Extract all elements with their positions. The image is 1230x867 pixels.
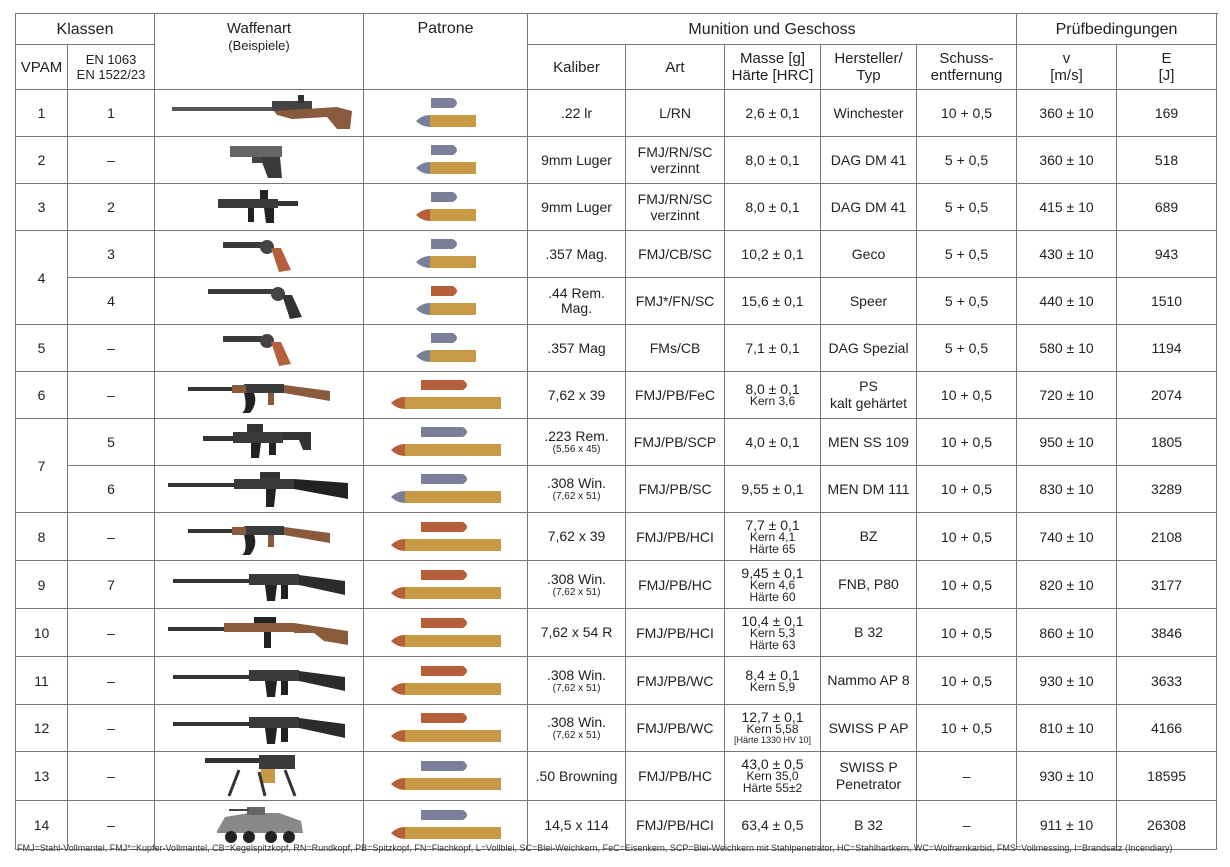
table-row [16, 325, 1217, 372]
cartridge-image [364, 657, 528, 705]
cell-art [626, 137, 725, 184]
cartridge-image [364, 466, 528, 513]
cell-art [626, 90, 725, 137]
art-text: FMJ/CB/SC [638, 246, 712, 262]
cell-vpam: 12 [16, 705, 68, 752]
weapon-image [155, 752, 364, 801]
cell-kaliber: .44 Rem. Mag. [528, 278, 626, 325]
cell-hersteller: DAG Spezial [821, 325, 917, 372]
cell-masse: 8,0 ± 0,1 [725, 184, 821, 231]
art-text: FMJ/PB/WC [636, 720, 714, 736]
cell-en: – [68, 705, 155, 752]
cell-art [626, 609, 725, 657]
cell-hersteller: MEN SS 109 [821, 419, 917, 466]
art-text: FMs/CB [649, 340, 701, 356]
table-row [16, 466, 1217, 513]
cell-e: 4166 [1117, 705, 1217, 752]
cartridge-image [364, 705, 528, 752]
cell-kaliber: .223 Rem. (5,56 x 45) [528, 419, 626, 466]
cell-art [626, 184, 725, 231]
cell-v: 740 ± 10 [1017, 513, 1117, 561]
cell-e: 1805 [1117, 419, 1217, 466]
cell-masse: 2,6 ± 0,1 [725, 90, 821, 137]
cell-kaliber: .357 Mag. [528, 231, 626, 278]
cell-schussentfernung: 10 + 0,5 [917, 372, 1017, 419]
table-row [16, 90, 1217, 137]
cell-vpam: 10 [16, 609, 68, 657]
cell-v: 720 ± 10 [1017, 372, 1117, 419]
cell-e: 169 [1117, 90, 1217, 137]
cell-v: 580 ± 10 [1017, 325, 1117, 372]
weapon-image [155, 561, 364, 609]
header-hersteller: Hersteller/ Typ [821, 45, 917, 90]
table-row [16, 278, 1217, 325]
cell-hersteller: Geco [821, 231, 917, 278]
cell-e: 689 [1117, 184, 1217, 231]
cell-schussentfernung: 10 + 0,5 [917, 609, 1017, 657]
cell-vpam: 4 [16, 231, 68, 325]
art-text: FMJ/PB/HCI [636, 817, 714, 833]
cell-schussentfernung: 10 + 0,5 [917, 90, 1017, 137]
table-row [16, 419, 1217, 466]
cell-masse: 4,0 ± 0,1 [725, 419, 821, 466]
cell-en: 4 [68, 278, 155, 325]
table-row [16, 231, 1217, 278]
cell-schussentfernung: 5 + 0,5 [917, 278, 1017, 325]
cell-vpam: 13 [16, 752, 68, 801]
cell-masse: 10,4 ± 0,1 Kern 5,3 Härte 63 [725, 609, 821, 657]
cell-masse: 63,4 ± 0,5 [725, 801, 821, 850]
cell-v: 930 ± 10 [1017, 752, 1117, 801]
cell-en: – [68, 657, 155, 705]
cell-masse: 8,0 ± 0,1 [725, 137, 821, 184]
header-en: EN 1063 EN 1522/23 [68, 45, 155, 90]
cell-schussentfernung: 10 + 0,5 [917, 419, 1017, 466]
cell-e: 3633 [1117, 657, 1217, 705]
cell-kaliber: .308 Win. (7,62 x 51) [528, 657, 626, 705]
header-art: Art [626, 45, 725, 90]
cell-art [626, 513, 725, 561]
cell-vpam: 6 [16, 372, 68, 419]
cell-e: 3289 [1117, 466, 1217, 513]
cell-e: 518 [1117, 137, 1217, 184]
weapon-image [155, 325, 364, 372]
cell-hersteller: Nammo AP 8 [821, 657, 917, 705]
weapon-image [155, 231, 364, 278]
weapon-image [155, 609, 364, 657]
cell-v: 830 ± 10 [1017, 466, 1117, 513]
table-row [16, 372, 1217, 419]
cell-vpam: 7 [16, 419, 68, 513]
table-row [16, 752, 1217, 801]
cell-masse: 8,0 ± 0,1 Kern 3,6 [725, 372, 821, 419]
cell-vpam: 2 [16, 137, 68, 184]
cell-hersteller: SWISS P AP [821, 705, 917, 752]
cell-schussentfernung: 10 + 0,5 [917, 466, 1017, 513]
cell-v: 360 ± 10 [1017, 90, 1117, 137]
cell-kaliber: 7,62 x 54 R [528, 609, 626, 657]
cell-schussentfernung: 5 + 0,5 [917, 137, 1017, 184]
art-text: FMJ/RN/SC verzinnt [637, 191, 713, 223]
cell-vpam: 8 [16, 513, 68, 561]
cell-kaliber: 14,5 x 114 [528, 801, 626, 850]
cell-schussentfernung: 5 + 0,5 [917, 184, 1017, 231]
header-waffenart: Waffenart (Beispiele) [155, 14, 364, 90]
cell-masse: 43,0 ± 0,5 Kern 35,0 Härte 55±2 [725, 752, 821, 801]
cell-e: 3846 [1117, 609, 1217, 657]
table-row [16, 609, 1217, 657]
table-row [16, 705, 1217, 752]
cell-hersteller: Speer [821, 278, 917, 325]
ballistic-class-table [15, 13, 1217, 850]
cell-v: 360 ± 10 [1017, 137, 1117, 184]
cell-kaliber: .308 Win. (7,62 x 51) [528, 561, 626, 609]
cartridge-image [364, 325, 528, 372]
cell-art [626, 325, 725, 372]
cell-hersteller: B 32 [821, 801, 917, 850]
cell-en: 3 [68, 231, 155, 278]
cell-schussentfernung: – [917, 801, 1017, 850]
cell-masse: 10,2 ± 0,1 [725, 231, 821, 278]
art-text: FMJ/PB/HC [638, 576, 712, 593]
cell-hersteller: DAG DM 41 [821, 137, 917, 184]
header-pruefbedingungen: Prüfbedingungen [1017, 14, 1217, 45]
cell-v: 930 ± 10 [1017, 657, 1117, 705]
footnote: FMJ=Stahl-Vollmantel, FMJ*=Kupfer-Vollmantel, CB=Kegelspitzkopf, RN=Rundkopf, PB=Spitzkopf, FN=Flachkopf, L=Vollblei, SC=Blei-Weichkern, FeC=Eisenkern, SCP=Blei-Weichkern mit Stahlpenetrator, HC=Stahlhartkern, WC=Wolframkarbid, FMS=Vollmessing, I=Brandsatz (Incendiary) [17, 843, 1173, 853]
cell-en: 7 [68, 561, 155, 609]
cartridge-image [364, 137, 528, 184]
cell-masse: 7,7 ± 0,1 Kern 4,1 Härte 65 [725, 513, 821, 561]
cell-masse: 9,55 ± 0,1 [725, 466, 821, 513]
cell-e: 2108 [1117, 513, 1217, 561]
weapon-image [155, 90, 364, 137]
cartridge-image [364, 561, 528, 609]
cell-masse: 7,1 ± 0,1 [725, 325, 821, 372]
art-text: FMJ/PB/SC [638, 481, 712, 497]
art-text: FMJ/PB/WC [636, 672, 714, 689]
cell-hersteller: SWISS P Penetrator [821, 752, 917, 801]
cell-kaliber: 9mm Luger [528, 184, 626, 231]
cell-v: 440 ± 10 [1017, 278, 1117, 325]
cell-kaliber: .308 Win. (7,62 x 51) [528, 705, 626, 752]
cartridge-image [364, 184, 528, 231]
cartridge-image [364, 419, 528, 466]
cell-hersteller: MEN DM 111 [821, 466, 917, 513]
cell-en: – [68, 137, 155, 184]
cell-art [626, 231, 725, 278]
cartridge-image [364, 231, 528, 278]
cell-en: – [68, 372, 155, 419]
cell-e: 18595 [1117, 752, 1217, 801]
cell-masse: 15,6 ± 0,1 [725, 278, 821, 325]
cell-schussentfernung: 10 + 0,5 [917, 513, 1017, 561]
cell-en: 2 [68, 184, 155, 231]
table-row [16, 561, 1217, 609]
cartridge-image [364, 372, 528, 419]
table-row [16, 657, 1217, 705]
cell-e: 2074 [1117, 372, 1217, 419]
cell-e: 26308 [1117, 801, 1217, 850]
weapon-image [155, 372, 364, 419]
cell-e: 3177 [1117, 561, 1217, 609]
cell-kaliber: 7,62 x 39 [528, 513, 626, 561]
art-text: FMJ/RN/SC verzinnt [637, 144, 713, 176]
header-patrone: Patrone [364, 14, 528, 90]
header-v: v [m/s] [1017, 45, 1117, 90]
weapon-image [155, 513, 364, 561]
table-row [16, 513, 1217, 561]
art-text: FMJ/PB/SCP [633, 434, 717, 450]
cell-kaliber: .22 lr [528, 90, 626, 137]
header-schussentfernung: Schuss- entfernung [917, 45, 1017, 90]
cell-e: 1510 [1117, 278, 1217, 325]
cell-art [626, 372, 725, 419]
weapon-image [155, 184, 364, 231]
cell-art [626, 561, 725, 609]
cartridge-image [364, 609, 528, 657]
weapon-image [155, 137, 364, 184]
weapon-image [155, 705, 364, 752]
cell-art [626, 278, 725, 325]
cell-v: 810 ± 10 [1017, 705, 1117, 752]
cell-art [626, 657, 725, 705]
cell-vpam: 14 [16, 801, 68, 850]
table-body [16, 90, 1217, 850]
cell-en: – [68, 325, 155, 372]
cell-kaliber: 9mm Luger [528, 137, 626, 184]
cell-vpam: 9 [16, 561, 68, 609]
cell-e: 943 [1117, 231, 1217, 278]
table-row [16, 137, 1217, 184]
cell-en: 6 [68, 466, 155, 513]
header-vpam: VPAM [16, 45, 68, 90]
cell-v: 430 ± 10 [1017, 231, 1117, 278]
cell-masse: 9,45 ± 0,1 Kern 4,6 Härte 60 [725, 561, 821, 609]
cell-kaliber: .308 Win. (7,62 x 51) [528, 466, 626, 513]
cell-vpam: 11 [16, 657, 68, 705]
cell-art [626, 752, 725, 801]
cell-v: 820 ± 10 [1017, 561, 1117, 609]
cell-vpam: 5 [16, 325, 68, 372]
cell-en: – [68, 513, 155, 561]
cartridge-image [364, 90, 528, 137]
cell-art [626, 705, 725, 752]
cell-hersteller: B 32 [821, 609, 917, 657]
cell-schussentfernung: – [917, 752, 1017, 801]
weapon-image [155, 419, 364, 466]
header-kaliber: Kaliber [528, 45, 626, 90]
table-row [16, 184, 1217, 231]
cell-schussentfernung: 5 + 0,5 [917, 231, 1017, 278]
weapon-image [155, 466, 364, 513]
art-text: FMJ/PB/FeC [634, 387, 716, 403]
cell-v: 950 ± 10 [1017, 419, 1117, 466]
cell-art [626, 419, 725, 466]
cell-hersteller: DAG DM 41 [821, 184, 917, 231]
cell-masse: 12,7 ± 0,1 Kern 5,58 [Härte 1330 HV 10] [725, 705, 821, 752]
cell-hersteller: BZ [821, 513, 917, 561]
cell-hersteller: FNB, P80 [821, 561, 917, 609]
cartridge-image [364, 752, 528, 801]
weapon-image [155, 278, 364, 325]
art-text: FMJ*/FN/SC [635, 293, 715, 309]
cell-hersteller: PS kalt gehärtet [821, 372, 917, 419]
cell-art [626, 466, 725, 513]
art-text: FMJ/PB/HCI [636, 624, 714, 641]
header-masse: Masse [g] Härte [HRC] [725, 45, 821, 90]
cell-masse: 8,4 ± 0,1 Kern 5,9 [725, 657, 821, 705]
cell-en: 1 [68, 90, 155, 137]
art-text: L/RN [659, 105, 691, 121]
cell-en: – [68, 801, 155, 850]
cell-kaliber: .50 Browning [528, 752, 626, 801]
header-e: E [J] [1117, 45, 1217, 90]
cell-hersteller: Winchester [821, 90, 917, 137]
cartridge-image [364, 278, 528, 325]
cell-schussentfernung: 10 + 0,5 [917, 561, 1017, 609]
cell-en: 5 [68, 419, 155, 466]
cell-v: 860 ± 10 [1017, 609, 1117, 657]
cell-v: 415 ± 10 [1017, 184, 1117, 231]
header-munition: Munition und Geschoss [528, 14, 1017, 45]
cartridge-image [364, 513, 528, 561]
art-text: FMJ/PB/HCI [636, 528, 714, 545]
cell-schussentfernung: 5 + 0,5 [917, 325, 1017, 372]
cell-schussentfernung: 10 + 0,5 [917, 657, 1017, 705]
cell-schussentfernung: 10 + 0,5 [917, 705, 1017, 752]
cell-en: – [68, 752, 155, 801]
header-klassen: Klassen [16, 14, 155, 45]
weapon-image [155, 657, 364, 705]
cell-en: – [68, 609, 155, 657]
cell-kaliber: 7,62 x 39 [528, 372, 626, 419]
art-text: FMJ/PB/HC [638, 768, 712, 784]
cell-vpam: 1 [16, 90, 68, 137]
cell-kaliber: .357 Mag [528, 325, 626, 372]
cell-vpam: 3 [16, 184, 68, 231]
cell-v: 911 ± 10 [1017, 801, 1117, 850]
cell-e: 1194 [1117, 325, 1217, 372]
